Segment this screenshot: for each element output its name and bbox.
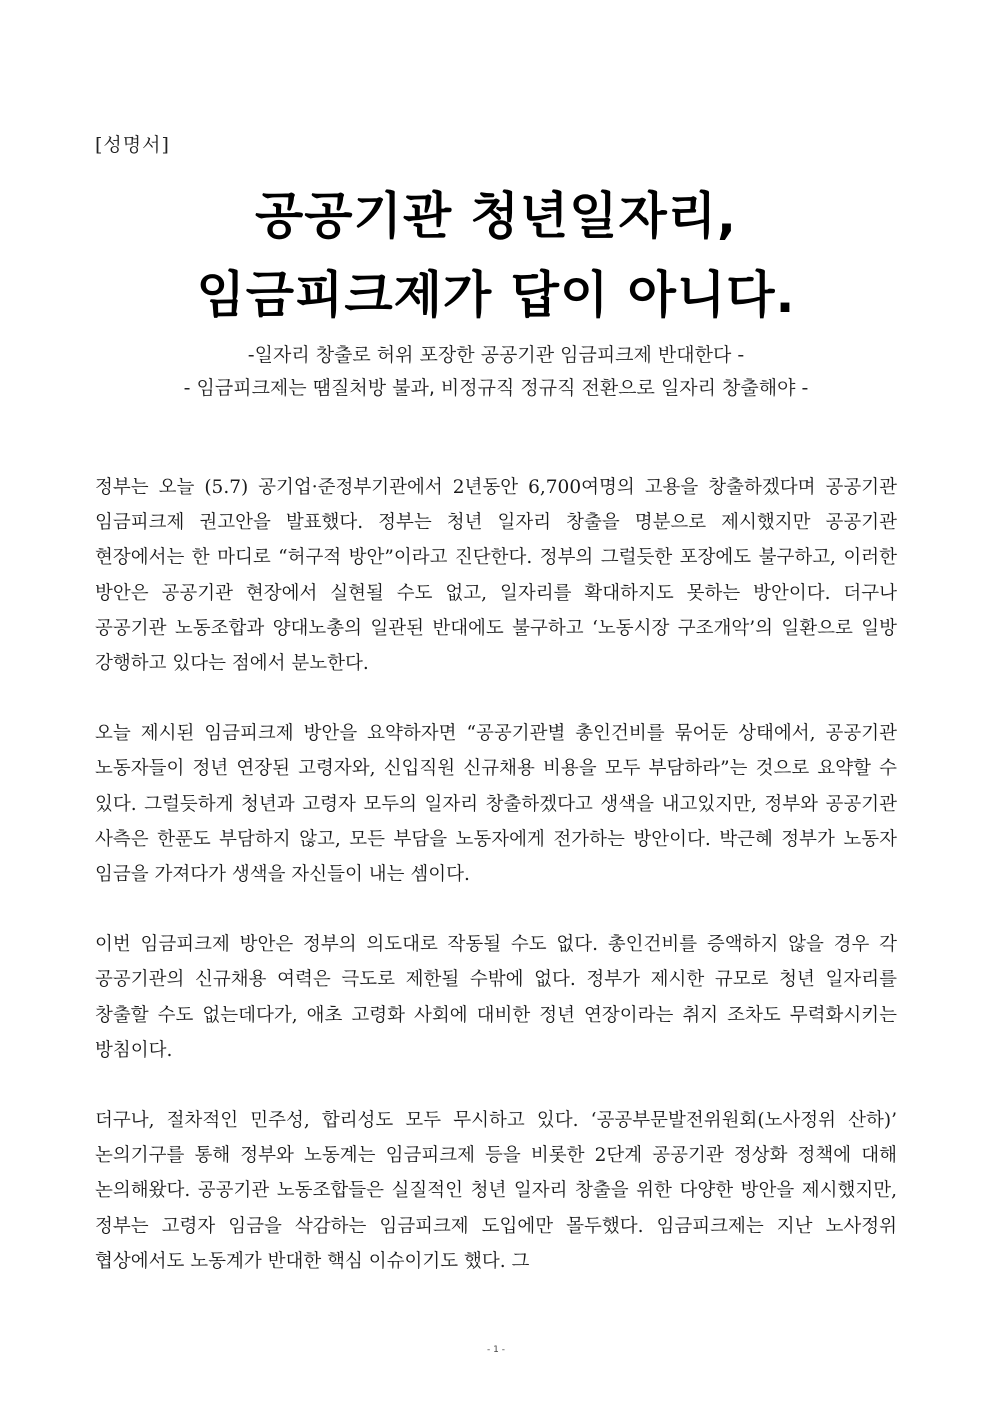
body-text bbox=[95, 470, 897, 1314]
page-number: - 1 - bbox=[487, 1345, 505, 1355]
title-line-2: 임금피크제가 답이 아니다. bbox=[196, 266, 796, 324]
paragraph-4: 더구나, 절차적인 민주성, 합리성도 모두 무시하고 있다. ‘공공부문발전위원회(노사정위 산하)’ 논의기구를 통해 정부와 노동계는 임금피크제 등을 비롯한 2단계 공공기관 정상화 정책에 대해 논의해왔다. 공공기관 노동조합들은 실질적인 청년 일자리 창출을 위한 다양한 방안을 제시했지만, 정부는 고령자 임금을 삭감하는 임금피크제 도입에만 몰두했다. 임금피크제는 지난 노사정위 협상에서도 노동계가 반대한 핵심 이슈이기도 했다. 그 bbox=[95, 1110, 897, 1272]
title-line-1: 공공기관 청년일자리, bbox=[254, 187, 738, 245]
document-type-label: [성명서] bbox=[95, 134, 170, 156]
paragraph-2: 오늘 제시된 임금피크제 방안을 요약하자면 “공공기관별 총인건비를 묶어둔 상태에서, 공공기관 노동자들이 정년 연장된 고령자와, 신입직원 신규채용 비용을 모두 부담하라”는 것으로 요약할 수 있다. 그럴듯하게 청년과 고령자 모두의 일자리 창출하겠다고 생색을 내고있지만, 정부와 공공기관 사측은 한푼도 부담하지 않고, 모든 부담을 노동자에게 전가하는 방안이다. 박근혜 정부가 노동자 임금을 가져다가 생색을 자신들이 내는 셈이다. bbox=[95, 723, 897, 886]
subtitle-2: - 임금피크제는 땜질처방 불과, 비정규직 정규직 전환으로 일자리 창출해야 - bbox=[183, 377, 809, 399]
paragraph-1: 정부는 오늘 (5.7) 공기업·준정부기관에서 2년동안 6,700여명의 고용을 창출하겠다며 공공기관 임금피크제 권고안을 발표했다. 정부는 청년 일자리 창출을 명분으로 제시했지만 공공기관 현장에서는 한 마디로 “허구적 방안”이라고 진단한다. 정부의 그럴듯한 포장에도 불구하고, 이러한 방안은 공공기관 현장에서 실현될 수도 없고, 일자리를 확대하지도 못하는 방안이다. 더구나 공공기관 노동조합과 양대노총의 일관된 반대에도 불구하고 ‘노동시장 구조개악’의 일환으로 일방 강행하고 있다는 점에서 분노한다. bbox=[95, 477, 897, 675]
paragraph-3: 이번 임금피크제 방안은 정부의 의도대로 작동될 수도 없다. 총인건비를 증액하지 않을 경우 각 공공기관의 신규채용 여력은 극도로 제한될 수밖에 없다. 정부가 제시한 규모로 청년 일자리를 창출할 수도 없는데다가, 애초 고령화 사회에 대비한 정년 연장이라는 취지 조차도 무력화시키는 방침이다. bbox=[95, 934, 897, 1061]
subtitle-1: -일자리 창출로 허위 포장한 공공기관 임금피크제 반대한다 - bbox=[247, 344, 745, 366]
